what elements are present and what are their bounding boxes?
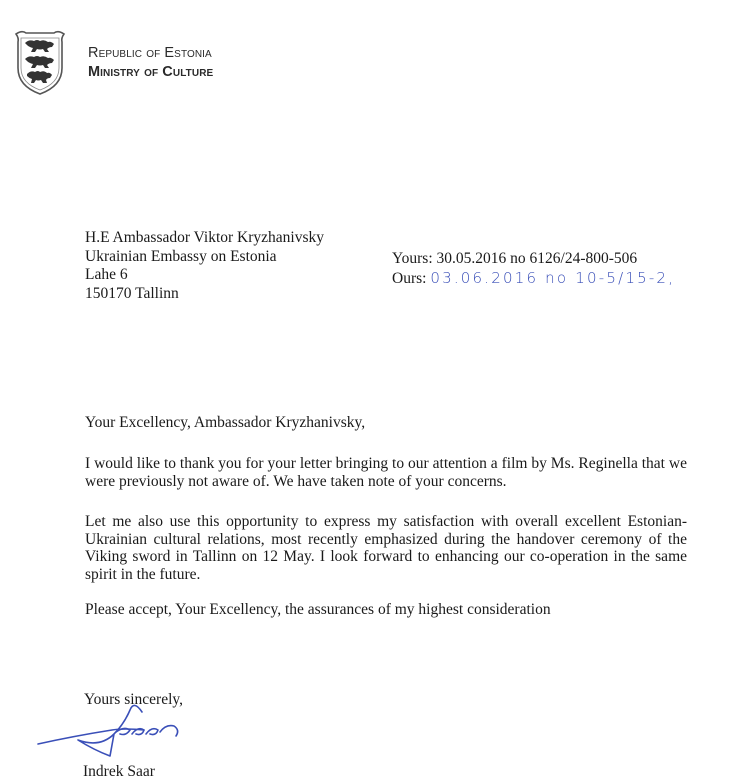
recipient-address [85,229,324,303]
paragraph-1: I would like to thank you for your letter bringing to our attention a film by Ms. Reginella that we were previously not aware of. We have taken note of your concerns. [85,455,687,490]
closing: Yours sincerely, [84,691,184,708]
ours-reference [392,269,675,289]
yours-reference [392,250,675,269]
coat-of-arms-icon [12,28,68,96]
ours-handwritten-value: 03.06.2016 no 10-5/15-2, [430,268,676,287]
recipient-name: H.E Ambassador Viktor Kryzhanivsky [85,229,325,246]
org-line-1: Republic of Estonia [88,45,212,61]
yours-label: Yours: [392,250,433,267]
handwritten-signature-icon [34,690,194,765]
recipient-organization: Ukrainian Embassy on Estonia [85,247,277,265]
paragraph-2: Let me also use this opportunity to express my satisfaction with overall excellent Estonian-Ukrainian cultural relations, most recently emphasized during the handover ceremony of the Viking sword in Tallinn on 12 May. I look forward to enhancing our co-operation in the same spirit in the future. [85,513,687,583]
salutation: Your Excellency, Ambassador Kryzhanivsky, [85,414,366,431]
ours-label: Ours: [392,269,427,287]
recipient-street: Lahe 6 [85,266,128,283]
signer-name: Indrek Saar [83,763,155,780]
reference-block [392,250,675,288]
recipient-city: 150170 Tallinn [85,284,179,302]
yours-value: 30.05.2016 no 6126/24-800-506 [436,250,638,267]
paragraph-3: Please accept, Your Excellency, the assurances of my highest consideration [85,601,551,618]
organization-name [88,44,213,82]
org-line-2: Ministry of Culture [88,64,214,80]
letterhead [12,28,213,96]
